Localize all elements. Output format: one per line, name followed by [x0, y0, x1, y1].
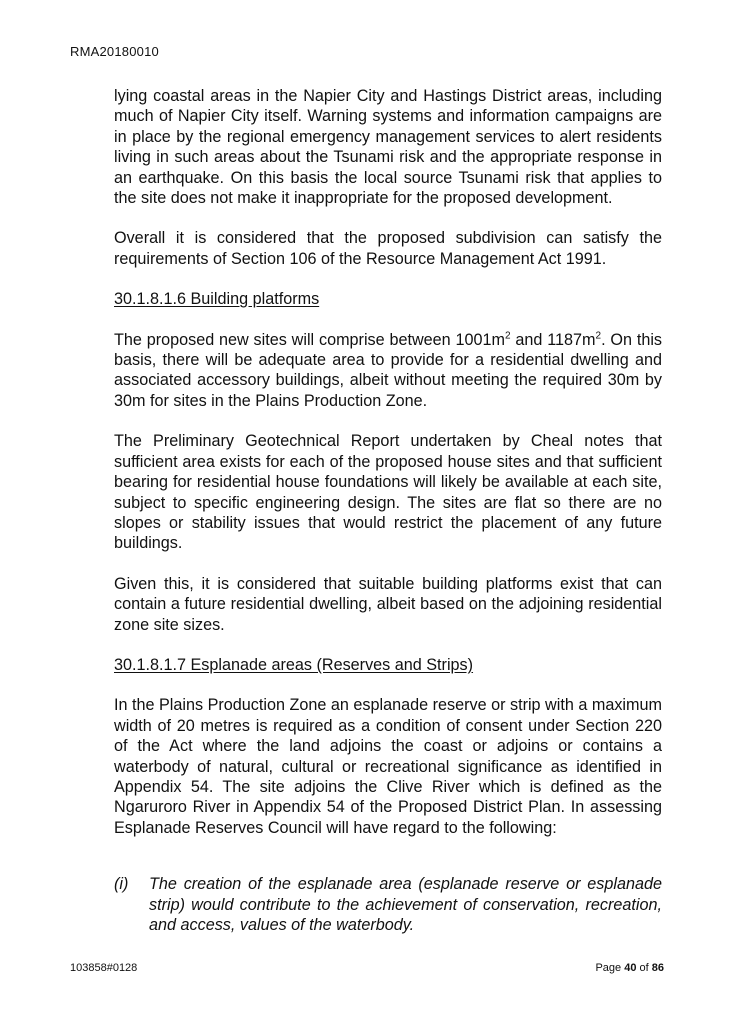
list-item — [114, 874, 662, 935]
document-reference: RMA20180010 — [70, 44, 159, 59]
heading-building-platforms: 30.1.8.1.6 Building platforms — [114, 290, 320, 309]
list-item-text: The creation of the esplanade area (esplanade reserve or esplanade strip) would contribute to the achievement of conservation, recreation, and access, values of the waterbody. — [149, 875, 662, 934]
paragraph-building-platforms-conclusion: Given this, it is considered that suitable building platforms exist that can contain a future residential dwelling, albeit based on the adjoining residential zone site sizes. — [114, 574, 662, 634]
paragraph-geotechnical-report: The Preliminary Geotechnical Report undertaken by Cheal notes that sufficient area exists for each of the proposed house sites and that sufficient bearing for residential house foundations will likely be available at each site, subject to specific engineering design. The sites are flat so there are no slopes or stability issues that would restrict the placement of any future buildings. — [114, 432, 662, 553]
site-area-text-3: . On this basis, there will be adequate area to provide for a residential dwelling and associated accessory buildings, albeit without meeting the required 30m by 30m for sites in the Plains Production Zone. — [114, 330, 663, 410]
document-body — [114, 86, 662, 935]
footer-document-id: 103858#0128 — [70, 962, 138, 974]
superscript-1: 2 — [505, 330, 511, 342]
superscript-2: 2 — [595, 330, 602, 342]
site-area-text-1: The proposed new sites will comprise between 1001m — [114, 330, 505, 349]
paragraph-tsunami-risk: lying coastal areas in the Napier City and Hastings District areas, including much of Napier City itself. Warning systems and information campaigns are in place by the regional emergency management services to alert residents living in such areas about the Tsunami risk and the appropriate response in an earthquake. On this basis the local source Tsunami risk that applies to the site does not make it inappropriate for the proposed development. — [114, 87, 662, 208]
page-current: 40 — [624, 962, 637, 974]
paragraph-section-106: Overall it is considered that the proposed subdivision can satisfy the requirements of Section 106 of the Resource Management Act 1991. — [114, 229, 662, 268]
paragraph-esplanade-requirements: In the Plains Production Zone an esplanade reserve or strip with a maximum width of 20 metres is required as a condition of consent under Section 220 of the Act where the land adjoins the coast or adjoins or contains a waterbody of natural, cultural or recreational significance as identified in Appendix 54. The site adjoins the Clive River which is defined as the Ngaruroro River in Appendix 54 of the Proposed District Plan. In assessing Esplanade Reserves Council will have regard to the following: — [114, 696, 662, 837]
page-of: of — [636, 962, 652, 974]
footer-page-number — [595, 962, 664, 974]
page-prefix: Page — [595, 962, 625, 974]
list-item-marker: (i) — [114, 875, 129, 894]
site-area-text-2: and 1187m — [510, 330, 596, 349]
heading-esplanade-areas: 30.1.8.1.7 Esplanade areas (Reserves and Strips) — [114, 655, 474, 674]
paragraph-site-area — [114, 330, 662, 412]
page-total: 86 — [651, 962, 664, 974]
